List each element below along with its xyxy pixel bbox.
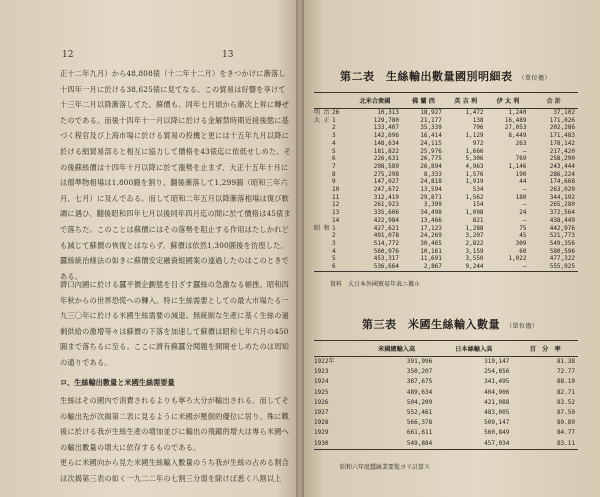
table2-cell: 243,444	[549, 162, 575, 170]
table2-header-cell	[314, 93, 332, 109]
table2-cell: 180	[515, 193, 527, 201]
table2-cell: 24,269	[420, 232, 442, 240]
table2-cell: 181,822	[373, 147, 399, 155]
table2-header-cell: 英 吉 利	[445, 93, 487, 109]
table2-cell: 2,822	[465, 239, 484, 247]
table2-cell: 133,407	[373, 124, 399, 132]
table2-cell: 16,414	[420, 132, 442, 140]
table3-row	[314, 428, 578, 438]
table2-cell	[314, 186, 332, 194]
page-number-right: 13	[222, 50, 234, 60]
table3-cell: 1926	[314, 398, 329, 406]
table2-cell: 2	[332, 232, 336, 240]
table2-cell: 247,672	[373, 186, 399, 194]
table3-row	[314, 377, 578, 387]
table2-cell: 263	[515, 139, 527, 147]
table2-header-cell: 北米合衆國	[348, 93, 402, 109]
table3-cell: 1925	[314, 388, 329, 396]
table2-cell	[314, 132, 332, 140]
table2-cell: 1,098	[465, 209, 484, 217]
table2-cell: 147,027	[373, 178, 399, 186]
table2-cell: 6	[332, 155, 336, 163]
table2-cell: 1,022	[508, 255, 527, 263]
table2-cell: 580,596	[549, 247, 575, 255]
table2-row	[314, 163, 578, 171]
table3-row	[314, 398, 578, 408]
table2-row	[314, 178, 578, 186]
table3-cell: 483,005	[484, 409, 510, 417]
table2-cell: 453,317	[373, 255, 399, 263]
table3-cell: 560,849	[484, 429, 510, 437]
table2-cell: 202,286	[549, 124, 575, 132]
book-gutter	[296, 0, 304, 497]
table2-row	[314, 186, 578, 194]
table2-cell: —	[522, 186, 527, 194]
table2-cell: 2	[332, 124, 336, 132]
table2-unit: （單位擔）	[518, 75, 552, 82]
table2-cell: 148,634	[373, 139, 399, 147]
table2-cell: 1,240	[508, 109, 527, 116]
table3-cell: 319,147	[484, 358, 510, 365]
table2-cell: 261,923	[373, 201, 399, 209]
table3-cell: 1928	[314, 419, 329, 427]
table3-cell: 509,147	[484, 419, 510, 427]
table2-cell: 14	[332, 216, 340, 224]
table2-cell	[314, 201, 332, 209]
table2-header-cell: 伊 太 利	[487, 93, 530, 109]
table2-cell: 422,984	[373, 216, 399, 224]
table2-cell: 昭 和	[314, 224, 330, 232]
table3-cell: 82.71	[556, 388, 575, 396]
table2-cell: 275,298	[373, 170, 399, 178]
table2-cell: —	[522, 201, 527, 209]
table2-cell: 30,465	[420, 239, 442, 247]
right-page	[222, 0, 600, 497]
table2-cell: 821	[472, 216, 484, 224]
table2-cell: 536,664	[348, 263, 402, 271]
body-paragraph-4: 更らに米國向から見た米國生絲輸入數量のうち我が生絲の占める割合は次揭第三表の如く一九二二年の七割三分弱を除けば悉く八割以上	[60, 458, 290, 483]
table2-cell: 1,576	[465, 170, 484, 178]
table3-row	[314, 418, 578, 428]
table2-cell: 1,288	[465, 224, 484, 232]
table3-cell: 341,495	[484, 378, 510, 386]
table3-cell: 457,034	[435, 439, 512, 450]
table2-cell: 7	[332, 162, 336, 170]
table2-cell	[314, 163, 332, 171]
table2-row	[314, 155, 578, 163]
table2-cell: 263,029	[549, 186, 575, 194]
table2-cell	[314, 263, 332, 271]
table2-cell	[314, 255, 332, 263]
table2-cell: 明 治	[314, 109, 330, 116]
table2-cell: 18,927	[420, 109, 442, 116]
table2-cell	[314, 248, 332, 256]
table2-cell: 37,102	[553, 109, 575, 116]
table2-cell: 5,306	[465, 155, 484, 163]
table3-header-cell: 米國總輸入高	[358, 341, 435, 357]
table2-cell	[314, 217, 332, 225]
body-paragraph-2: 濟口內國に於ける蠶平價企劃態を目ざす蠶絲の急激なる頓挫。昭和四年秋からの世界恐慌への轉入。特に生絲需要としての最大市場たる一九三〇年に於ける米國生絲需要の減退。無統制な生產に基く生絲の過剩供給の激增等々は蘇價の下落を加速して蘇價は昭和七年六月の450圓まで落ちるに至る。ここに濟有蘇蠶分閱題を開開せしめたのは周知の通りである。	[60, 280, 290, 367]
table2-source: 資料 大日本外國貿易年表ニ據ル	[330, 281, 421, 288]
table2-cell: 769	[515, 155, 527, 163]
table2-cell: 27,053	[504, 124, 527, 132]
table2-cell: 129,780	[373, 116, 399, 124]
table2-cell: 427,621	[373, 224, 399, 232]
table3-cell: 84.77	[556, 429, 575, 437]
table2-cell: 5	[332, 147, 336, 155]
table2-cell: —	[487, 263, 530, 271]
table3-cell: 72.77	[556, 368, 575, 376]
table2-cell: 5	[332, 255, 336, 263]
table2-cell: 26,775	[420, 155, 442, 163]
table2-cell: 534	[472, 186, 484, 194]
table2-row	[314, 148, 578, 156]
table3-cell: 1929	[314, 429, 329, 437]
table2-cell: 11	[332, 193, 340, 201]
table2-cell: 4	[332, 247, 336, 255]
table3-header-row	[314, 341, 578, 357]
table2-cell	[314, 178, 332, 186]
table2-cell: 344,192	[549, 193, 575, 201]
table2-cell: 26	[332, 109, 340, 116]
table2-cell: 372,564	[549, 209, 575, 217]
table2-cell: 138	[472, 116, 484, 124]
table2-cell: 438,449	[549, 216, 575, 224]
table2-cell: 3,550	[465, 255, 484, 263]
table3-cell: 87.50	[556, 409, 575, 417]
table2-cell: 335,606	[373, 209, 399, 217]
table2-cell: 477,322	[549, 255, 575, 263]
table2-cell: 178,142	[549, 139, 575, 147]
table3-header-cell: 百 分 率	[512, 341, 578, 357]
table2-cell: 1,129	[465, 132, 484, 140]
table3-cell: 391,996	[406, 358, 433, 365]
table2-cell: 208,589	[373, 162, 399, 170]
table2-cell: 16,489	[504, 116, 527, 124]
body-paragraph-3: 生絲はその國內で消費されるよりも寧ろ大分が輸出される。而してその輸出先が次揭第二表に見るように米國が壓倒的優位に居り、殊に戰後に於ける我が生絲生產の增加並びに輸出の飛躍的增大は專ら米國への輸出數量の增大に依存するものである。	[60, 396, 290, 452]
table2-header-cell: 佛 蘭 西	[402, 93, 445, 109]
table3-cell: 89.89	[556, 419, 575, 427]
table3-row	[314, 439, 578, 450]
table2-cell: 1,562	[465, 193, 484, 201]
table2-cell: 13,594	[420, 186, 442, 194]
table3-us-import-volume	[314, 340, 578, 450]
table2-cell: 9,244	[445, 263, 487, 271]
table2-cell: 3,399	[423, 201, 442, 209]
table2-cell: 6	[332, 263, 348, 271]
table2-cell	[314, 171, 332, 179]
table2-cell	[314, 155, 332, 163]
table2-row	[314, 255, 578, 263]
table2-cell: 972	[472, 139, 484, 147]
table2-cell: 3,207	[465, 232, 484, 240]
table2-cell: 171,026	[549, 116, 575, 124]
table2-row	[314, 209, 578, 217]
table3-cell: 1927	[314, 409, 329, 417]
table2-cell: 13	[332, 209, 340, 217]
table2-cell: 35,339	[420, 124, 442, 132]
table2-title	[340, 68, 551, 84]
table3-cell: 504,209	[406, 398, 433, 406]
table3-header-cell: 日本絲輸入高	[435, 341, 512, 357]
table2-cell	[314, 194, 332, 202]
table2-row	[314, 201, 578, 209]
table2-cell: 1	[332, 116, 336, 124]
table3-unit: （單位擔）	[506, 323, 539, 330]
table2-header-cell: 合 計	[529, 93, 578, 109]
table2-cell: 796	[472, 124, 484, 132]
table2-title-text: 第二表 生絲輸出數量國別明細表	[340, 70, 513, 83]
table2-cell	[314, 232, 332, 240]
table3-cell: 404,906	[484, 388, 510, 396]
table3-cell: 566,378	[406, 419, 433, 427]
table2-cell: 521,773	[549, 232, 575, 240]
table3-header-cell	[314, 341, 358, 357]
table2-export-volume	[314, 92, 578, 272]
table3-cell: 387,675	[406, 378, 433, 386]
table2-cell: 442,976	[549, 224, 575, 232]
table3-row	[314, 357, 578, 368]
section-heading: ロ、生絲輸出數量と米國生絲需要量	[60, 378, 175, 387]
table2-cell: 17,123	[420, 224, 442, 232]
table2-cell: 45	[519, 232, 527, 240]
table2-cell: 309	[515, 239, 527, 247]
table2-cell: 44	[519, 178, 527, 186]
table3-cell: 254,856	[484, 368, 510, 376]
table2-cell: 3	[332, 239, 336, 247]
table2-cell: 24	[519, 209, 527, 217]
table3-cell: 88.19	[556, 378, 575, 386]
table2-cell: 217,420	[549, 147, 575, 155]
table2-cell: 34,498	[420, 209, 442, 217]
table3-cell: 1923	[314, 368, 329, 376]
table3-cell: 350,207	[406, 368, 433, 376]
table2-cell: 1,919	[465, 178, 484, 186]
table2-row	[314, 109, 578, 117]
table2-cell: 226,631	[373, 155, 399, 163]
table2-row	[314, 194, 578, 202]
table3-cell: 549,884	[358, 439, 435, 450]
table2-cell	[314, 124, 332, 132]
table2-cell: 549,356	[549, 239, 575, 247]
table2-cell: 8	[332, 170, 336, 178]
table2-cell: 8,333	[423, 170, 442, 178]
body-paragraph-1: 正十二年九月）から48,808俵（十二年十二月）をきつかけに漸落し十四年一月に於ける38,625俵に見てなる。この貿易は好響を享けて十三年二月以降漸落してた。蘇價も、同年七月頃から漸次上昇に轉ぜたのである。而後十四年十一月以降に於ける金解禁時期近接後態に基づく程官及び上海市場に於ける貿易の投機と更には十五年九月以降に於ける絹貿易部ると相互に協力して價格を43俵迄に依低せしめた。その後蘇絲價は十四年十月以降に於て漲勢を止まず、大正十五年十月には僧準物相場は1,800圓を割り、翻後漸落して1,299圓（昭和三年六月、七月）に及んでゐる。而して昭和二年五月以降漸落相場は復び軟調に遇ひ、翻後昭和四年七月以後同年四月迄の間に於て價格は45俵まで落ちた。このことは蘇價にはその落勢を阻止する作用はたしかれども減じて蘇價の恢復とはならず、蘇價は依然1,300圓後を彷徨した。蠶絲統治條法の如きに蘇價安定融資組國案の遂過したのはこのときである。	[60, 69, 292, 281]
table2-cell: 10,161	[420, 247, 442, 255]
table2-header-cell	[332, 93, 348, 109]
table2-cell: 29,871	[420, 193, 442, 201]
table2-cell: 1,666	[465, 147, 484, 155]
table2-cell: 11,691	[420, 255, 442, 263]
table2-cell: 1,146	[508, 162, 527, 170]
table2-cell: 10	[332, 186, 340, 194]
table2-cell: 265,280	[549, 201, 575, 209]
table2-cell: 3,159	[465, 247, 484, 255]
table2-cell: 75	[519, 224, 527, 232]
table2-row	[314, 263, 578, 271]
table2-cell: —	[522, 216, 527, 224]
table2-cell: 4,963	[465, 162, 484, 170]
table2-row	[314, 225, 578, 233]
table2-cell: 491,078	[373, 232, 399, 240]
table3-cell: 83.11	[512, 439, 578, 450]
table2-cell: 24,818	[420, 178, 442, 186]
table2-cell: 60	[519, 247, 527, 255]
table2-cell: 12	[332, 201, 340, 209]
table2-row	[314, 117, 578, 125]
table2-cell: 1,472	[465, 109, 484, 116]
table3-cell: 421,088	[484, 398, 510, 406]
table3-cell: 489,634	[406, 388, 433, 396]
table2-cell: 13,466	[420, 216, 442, 224]
table3-cell: 83.52	[556, 398, 575, 406]
table2-cell: 555,925	[529, 263, 578, 271]
table2-cell	[314, 148, 332, 156]
table3-source: 昭和六年度蠶絲業要覧ヨリ計算ス	[340, 464, 431, 471]
table2-cell	[314, 209, 332, 217]
table3-cell: 81.38	[556, 358, 575, 365]
table2-row	[314, 217, 578, 225]
table2-cell: 8,449	[508, 132, 527, 140]
table2-row	[314, 232, 578, 240]
table2-cell: 174,668	[549, 178, 575, 186]
table2-cell: 142,696	[373, 132, 399, 140]
table3-title-text: 第三表 米國生絲輸入數量	[362, 318, 500, 331]
table2-cell: 3	[332, 132, 336, 140]
table2-cell: —	[522, 147, 527, 155]
table2-cell: 154	[472, 201, 484, 209]
table2-row	[314, 132, 578, 140]
table3-cell: 661,611	[406, 429, 433, 437]
table2-cell: 26,894	[420, 162, 442, 170]
table2-cell: 171,483	[549, 132, 575, 140]
table3-cell: 1924	[314, 378, 329, 386]
table2-cell	[314, 240, 332, 248]
table2-cell: 258,290	[549, 155, 575, 163]
table2-cell: 2,867	[402, 263, 445, 271]
table2-cell: 1	[332, 224, 336, 232]
table2-row	[314, 171, 578, 179]
table2-cell: 312,419	[373, 193, 399, 201]
table2-row	[314, 240, 578, 248]
table2-cell: 大 正	[314, 116, 330, 124]
table2-cell: 514,772	[373, 239, 399, 247]
table2-cell: 24,115	[420, 139, 442, 147]
table3-title	[362, 316, 539, 332]
table3-cell: 552,461	[406, 409, 433, 417]
table2-cell: 21,177	[420, 116, 442, 124]
table2-cell: 10,313	[377, 109, 399, 116]
page-number-left: 12	[62, 50, 74, 60]
table3-cell: 1930	[314, 439, 358, 450]
table2-cell: 4	[332, 139, 336, 147]
table2-row	[314, 124, 578, 132]
table2-cell: 25,976	[420, 147, 442, 155]
table2-cell: 9	[332, 178, 336, 186]
table2-header-row	[314, 93, 578, 109]
table3-row	[314, 408, 578, 418]
table3-row	[314, 388, 578, 398]
table3-cell: 1922年	[314, 358, 335, 365]
table2-cell: 286,224	[549, 170, 575, 178]
table2-cell	[314, 140, 332, 148]
table2-row	[314, 248, 578, 256]
table2-row	[314, 140, 578, 148]
table2-cell: 560,976	[373, 247, 399, 255]
table2-cell: 190	[515, 170, 527, 178]
table3-row	[314, 367, 578, 377]
